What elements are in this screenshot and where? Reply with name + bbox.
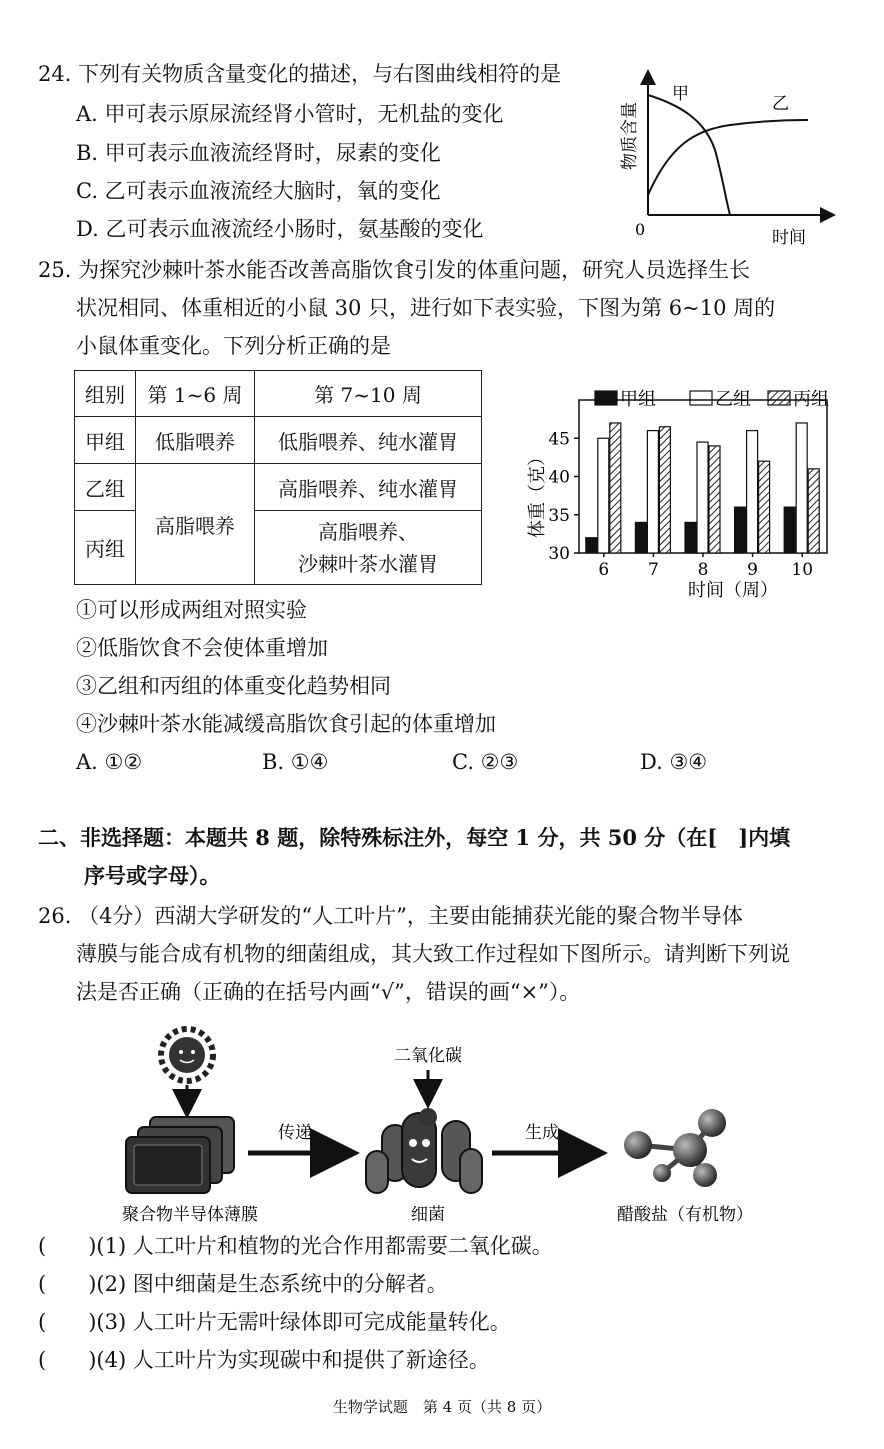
film-label: 聚合物半导体薄膜 (122, 1205, 258, 1225)
table-cell-week1-6-merged: 高脂喂养 (136, 464, 255, 585)
q25-option-c: C. ②③ (452, 750, 519, 774)
q25-statement-3: ③乙组和丙组的体重变化趋势相同 (76, 674, 391, 698)
weight-bar-chart (515, 378, 845, 603)
q26-stem-line1: 26. （4分）西湖大学研发的“人工叶片”，主要由能捕获光能的聚合物半导体 (38, 904, 743, 928)
y-axis-label: 物质含量 (620, 102, 640, 170)
bar-甲组 (635, 522, 646, 553)
q25-stem-line2: 状况相同、体重相近的小鼠 30 只，进行如下表实验，下图为第 6~10 周的 (76, 296, 776, 320)
experiment-table (74, 370, 482, 585)
bar-甲组 (685, 522, 696, 553)
q24-option-a: A. 甲可表示原尿流经肾小管时，无机盐的变化 (76, 102, 504, 126)
table-cell-group: 甲组 (75, 417, 136, 464)
x-axis-label: 时间 (772, 228, 806, 248)
product-label: 醋酸盐（有机物） (617, 1205, 753, 1225)
table-cell-line: 高脂喂养、 (318, 519, 418, 544)
table-cell-week7-10: 低脂喂养、纯水灌胃 (255, 417, 482, 464)
q24-option-c: C. 乙可表示血液流经大脑时，氧的变化 (76, 179, 441, 203)
q26-stem-line2: 薄膜与能合成有机物的细菌组成，其大致工作过程如下图所示。请判断下列说 (76, 942, 790, 966)
bar-丙组 (659, 427, 670, 553)
q25-statement-1: ①可以形成两组对照实验 (76, 598, 307, 622)
section2-heading-line2: 序号或字母）。 (84, 863, 221, 888)
y-tick-label: 35 (548, 505, 570, 526)
produce-label: 生成 (525, 1123, 559, 1143)
bar-丙组 (759, 461, 770, 553)
legend-swatch (595, 391, 617, 405)
x-tick-label: 8 (697, 560, 709, 580)
curve-yi (648, 120, 808, 195)
table-cell-week7-10: 高脂喂养、纯水灌胃 (255, 464, 482, 511)
q26-stem-line3: 法是否正确（正确的在括号内画“√”，错误的画“×”）。 (76, 980, 581, 1004)
chart-y-axis-label: 体重（克） (527, 448, 548, 538)
q25-option-a: A. ①② (76, 750, 143, 774)
q26-judgment-1: ( )(1) 人工叶片和植物的光合作用都需要二氧化碳。 (38, 1234, 553, 1258)
y-tick-label: 40 (548, 467, 570, 488)
bar-丙组 (610, 423, 621, 553)
legend-label: 乙组 (715, 389, 751, 410)
q26-judgment-2: ( )(2) 图中细菌是生态系统中的分解者。 (38, 1272, 448, 1296)
bar-乙组 (598, 438, 609, 553)
q25-option-d: D. ③④ (640, 750, 708, 774)
bacteria-icon (366, 1108, 482, 1193)
table-cell-week7-10 (255, 511, 482, 585)
q24-option-b: B. 甲可表示血液流经肾时，尿素的变化 (76, 141, 441, 165)
q25-statement-4: ④沙棘叶茶水能减缓高脂饮食引起的体重增加 (76, 712, 496, 736)
table-cell-line: 沙棘叶茶水灌胃 (298, 551, 438, 576)
x-tick-label: 6 (598, 560, 610, 580)
bar-丙组 (808, 469, 819, 553)
q25-statement-2: ②低脂饮食不会使体重增加 (76, 636, 328, 660)
table-header-group: 组别 (75, 371, 136, 417)
y-tick-label: 30 (548, 544, 570, 564)
curve-jia (648, 95, 730, 215)
origin-label: 0 (635, 220, 646, 239)
curve-jia-label: 甲 (672, 84, 689, 104)
acetate-molecule-icon (624, 1109, 726, 1187)
table-cell-group: 乙组 (75, 464, 136, 511)
y-tick-label: 45 (548, 429, 570, 450)
q26-judgment-3: ( )(3) 人工叶片无需叶绿体即可完成能量转化。 (38, 1310, 511, 1334)
bacteria-label: 细菌 (411, 1205, 445, 1225)
bar-乙组 (647, 431, 658, 553)
chart-x-axis-label: 时间（周） (688, 580, 778, 601)
transfer-label: 传递 (278, 1123, 312, 1143)
bar-甲组 (784, 507, 795, 553)
co2-label: 二氧化碳 (394, 1046, 462, 1066)
semiconductor-film-icon (126, 1117, 234, 1193)
q25-stem-line3: 小鼠体重变化。下列分析正确的是 (76, 334, 391, 358)
sun-icon (161, 1029, 213, 1081)
legend-swatch (690, 391, 712, 405)
curve-yi-label: 乙 (772, 94, 789, 114)
legend-label: 甲组 (620, 389, 656, 410)
q25-option-b: B. ①④ (262, 750, 329, 774)
bar-乙组 (697, 442, 708, 553)
bar-甲组 (735, 507, 746, 553)
x-tick-label: 10 (791, 560, 814, 580)
legend-label: 丙组 (793, 389, 829, 410)
q24-option-d: D. 乙可表示血液流经小肠时，氨基酸的变化 (76, 217, 484, 241)
bar-乙组 (747, 431, 758, 553)
legend-swatch (768, 391, 790, 405)
q25-stem-line1: 25. 为探究沙棘叶茶水能否改善高脂饮食引发的体重问题，研究人员选择生长 (38, 258, 751, 282)
bar-丙组 (709, 446, 720, 553)
table-cell-group: 丙组 (75, 511, 136, 585)
section2-heading-line1: 二、非选择题：本题共 8 题，除特殊标注外，每空 1 分，共 50 分（在[ ]内填 (38, 825, 791, 850)
page-footer: 生物学试题 第 4 页（共 8 页） (332, 1398, 552, 1416)
artificial-leaf-diagram (90, 1025, 790, 1225)
table-cell-week1-6: 低脂喂养 (136, 417, 255, 464)
q26-judgment-4: ( )(4) 人工叶片为实现碳中和提供了新途径。 (38, 1348, 490, 1372)
bar-甲组 (586, 538, 597, 553)
bar-乙组 (796, 423, 807, 553)
x-tick-label: 7 (647, 560, 659, 580)
q24-stem: 24. 下列有关物质含量变化的描述，与右图曲线相符的是 (38, 62, 562, 86)
table-header-week1-6: 第 1~6 周 (136, 371, 255, 417)
q24-curve-graph (610, 65, 840, 250)
table-header-week7-10: 第 7~10 周 (255, 371, 482, 417)
x-tick-label: 9 (747, 560, 759, 580)
